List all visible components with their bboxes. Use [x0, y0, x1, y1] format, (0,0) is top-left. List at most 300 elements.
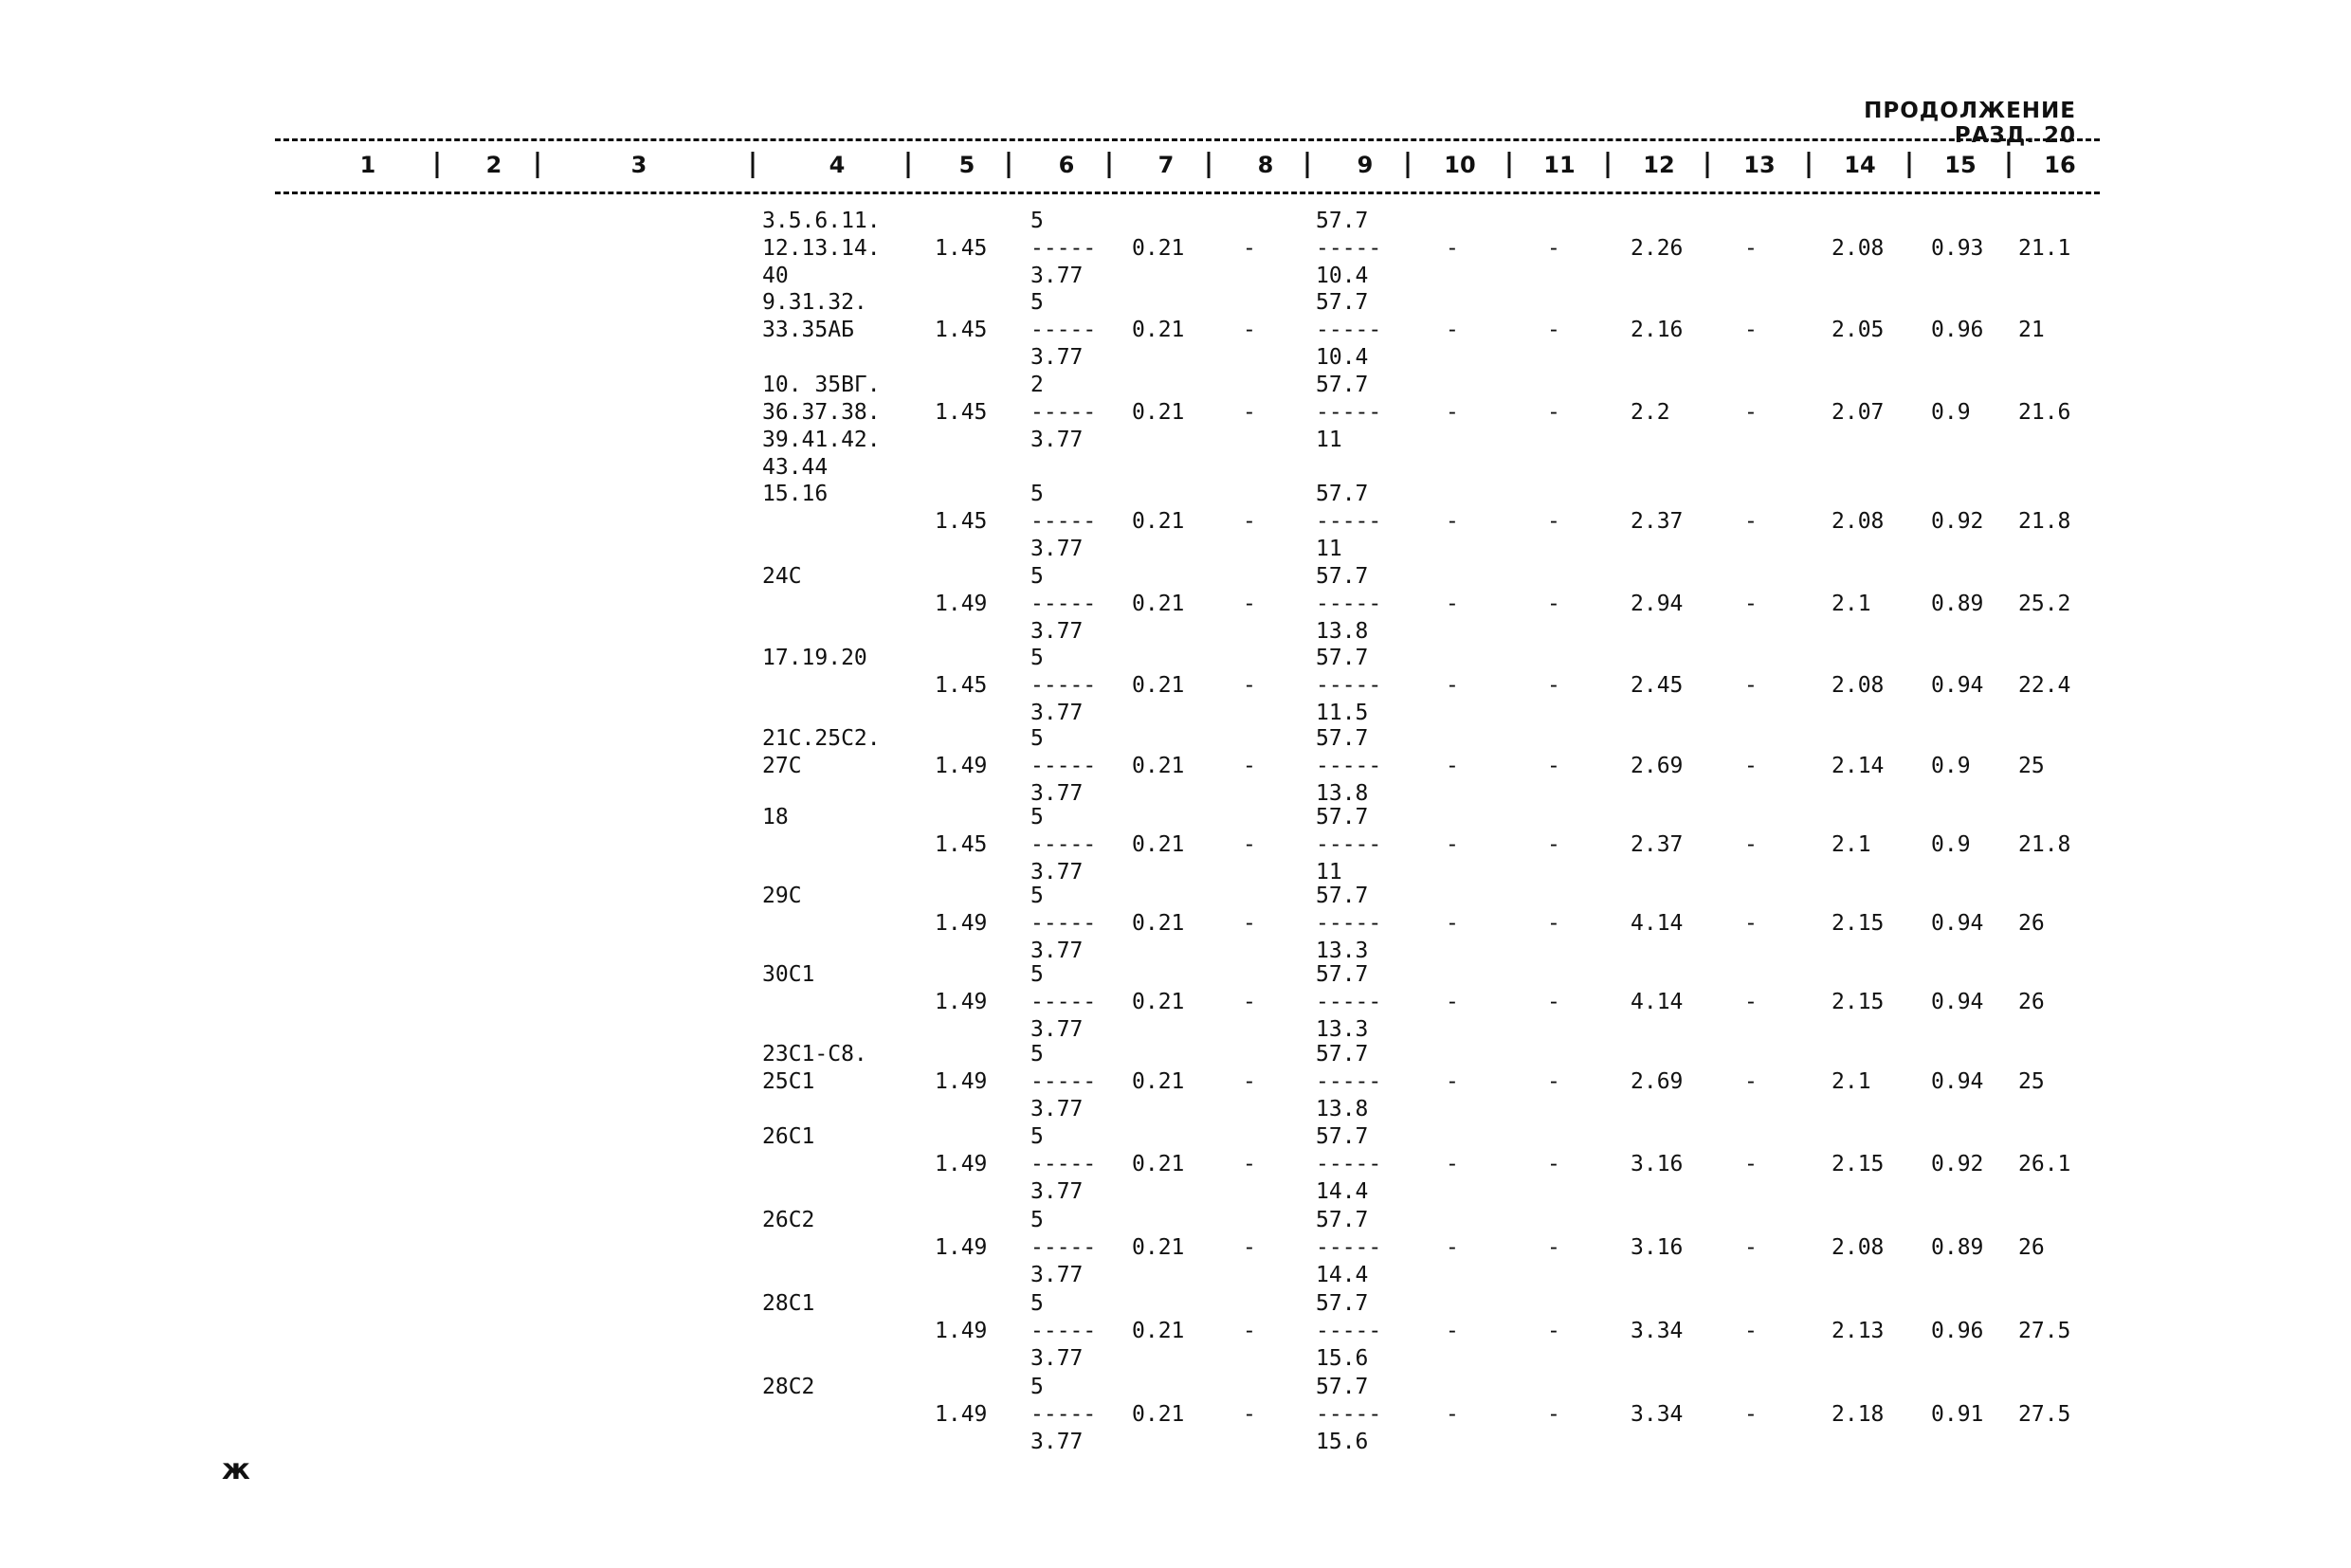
cell-col6-denominator: 3.77 — [1030, 781, 1084, 806]
cell-col11: - — [1547, 832, 1560, 857]
cell-col7: 0.21 — [1132, 509, 1185, 534]
cell-col15: 0.91 — [1931, 1402, 1984, 1427]
cell-col6-denominator: 3.77 — [1030, 1097, 1084, 1121]
cell-col10: - — [1446, 318, 1459, 342]
cell-col5: 1.49 — [935, 592, 988, 616]
cell-designation: 23С1-С8. — [762, 1042, 867, 1067]
cell-col16: 27.5 — [2018, 1319, 2071, 1343]
cell-col11: - — [1547, 1235, 1560, 1260]
column-header: 5 — [958, 152, 975, 178]
cell-col13: - — [1744, 911, 1758, 936]
cell-designation: 28С1 — [762, 1291, 815, 1316]
column-header: 6 — [1058, 152, 1075, 178]
fraction-bar: ----- — [1316, 1402, 1382, 1427]
cell-col9-numerator: 57.7 — [1316, 209, 1369, 233]
cell-designation: 24С — [762, 564, 802, 589]
fraction-bar: ----- — [1316, 911, 1382, 936]
fraction-bar: ----- — [1030, 1069, 1097, 1094]
fraction-bar: ----- — [1316, 236, 1382, 261]
cell-col8: - — [1243, 236, 1256, 261]
cell-designation: 36.37.38. — [762, 400, 881, 425]
table-line — [0, 1179, 2351, 1207]
cell-col6-denominator: 3.77 — [1030, 860, 1084, 884]
cell-col14: 2.08 — [1832, 509, 1885, 534]
cell-col16: 26 — [2018, 1235, 2045, 1260]
cell-col7: 0.21 — [1132, 1319, 1185, 1343]
table-line — [0, 1235, 2351, 1263]
cell-col7: 0.21 — [1132, 236, 1185, 261]
cell-col11: - — [1547, 1152, 1560, 1176]
cell-col7: 0.21 — [1132, 990, 1185, 1014]
cell-col7: 0.21 — [1132, 1069, 1185, 1094]
cell-col12: 3.16 — [1631, 1235, 1684, 1260]
table-line — [0, 564, 2351, 592]
cell-designation: 29С — [762, 884, 802, 908]
cell-col6-numerator: 5 — [1030, 209, 1044, 233]
cell-col14: 2.1 — [1832, 592, 1871, 616]
table-line — [0, 1017, 2351, 1045]
cell-col9-denominator: 15.6 — [1316, 1430, 1369, 1454]
cell-col5: 1.45 — [935, 673, 988, 698]
fraction-bar: ----- — [1316, 832, 1382, 857]
cell-col16: 21.6 — [2018, 400, 2071, 425]
fraction-bar: ----- — [1030, 832, 1097, 857]
cell-col7: 0.21 — [1132, 832, 1185, 857]
cell-col10: - — [1446, 400, 1459, 425]
table-line — [0, 646, 2351, 673]
cell-col12: 3.34 — [1631, 1319, 1684, 1343]
cell-col10: - — [1446, 1319, 1459, 1343]
table-line — [0, 1152, 2351, 1179]
cell-col5: 1.49 — [935, 1402, 988, 1427]
cell-designation: 12.13.14. — [762, 236, 881, 261]
table-line — [0, 318, 2351, 345]
cell-col9-numerator: 57.7 — [1316, 1375, 1369, 1399]
cell-col11: - — [1547, 990, 1560, 1014]
cell-col9-numerator: 57.7 — [1316, 884, 1369, 908]
cell-col9-numerator: 57.7 — [1316, 646, 1369, 670]
cell-col12: 2.2 — [1631, 400, 1670, 425]
cell-col9-numerator: 57.7 — [1316, 1208, 1369, 1232]
cell-col8: - — [1243, 592, 1256, 616]
cell-col13: - — [1744, 592, 1758, 616]
cell-designation: 25С1 — [762, 1069, 815, 1094]
fraction-bar: ----- — [1030, 1235, 1097, 1260]
table-line — [0, 805, 2351, 832]
cell-col15: 0.9 — [1931, 832, 1971, 857]
fraction-bar: ----- — [1316, 1152, 1382, 1176]
cell-col11: - — [1547, 1319, 1560, 1343]
cell-col7: 0.21 — [1132, 1152, 1185, 1176]
table-line — [0, 400, 2351, 428]
cell-col9-numerator: 57.7 — [1316, 373, 1369, 397]
column-header: 4 — [829, 152, 846, 178]
cell-col8: - — [1243, 318, 1256, 342]
cell-col13: - — [1744, 1319, 1758, 1343]
cell-col9-denominator: 11 — [1316, 860, 1342, 884]
cell-col9-denominator: 13.3 — [1316, 939, 1369, 963]
cell-col9-numerator: 57.7 — [1316, 805, 1369, 830]
table-line — [0, 726, 2351, 754]
cell-col9-numerator: 57.7 — [1316, 482, 1369, 506]
cell-col12: 2.16 — [1631, 318, 1684, 342]
cell-col10: - — [1446, 1235, 1459, 1260]
cell-col15: 0.94 — [1931, 911, 1984, 936]
cell-col14: 2.15 — [1832, 1152, 1885, 1176]
cell-col16: 22.4 — [2018, 673, 2071, 698]
column-header: 12 — [1643, 152, 1675, 178]
cell-col14: 2.08 — [1832, 236, 1885, 261]
fraction-bar: ----- — [1030, 1319, 1097, 1343]
cell-designation: 43.44 — [762, 455, 829, 480]
cell-col7: 0.21 — [1132, 592, 1185, 616]
cell-col9-numerator: 57.7 — [1316, 1291, 1369, 1316]
cell-col8: - — [1243, 400, 1256, 425]
cell-col12: 2.69 — [1631, 1069, 1684, 1094]
cell-designation: 26С1 — [762, 1124, 815, 1149]
cell-col9-denominator: 11 — [1316, 537, 1342, 561]
cell-col14: 2.15 — [1832, 990, 1885, 1014]
fraction-bar: ----- — [1316, 1069, 1382, 1094]
column-header: 11 — [1543, 152, 1576, 178]
cell-col16: 25 — [2018, 754, 2045, 778]
cell-col15: 0.96 — [1931, 318, 1984, 342]
cell-col6-denominator: 3.77 — [1030, 345, 1084, 370]
cell-col5: 1.49 — [935, 911, 988, 936]
cell-col11: - — [1547, 754, 1560, 778]
cell-col10: - — [1446, 1152, 1459, 1176]
cell-col6-denominator: 3.77 — [1030, 264, 1084, 288]
fraction-bar: ----- — [1316, 318, 1382, 342]
cell-designation: 27С — [762, 754, 802, 778]
table-line — [0, 990, 2351, 1017]
cell-col6-numerator: 5 — [1030, 805, 1044, 830]
cell-col8: - — [1243, 1402, 1256, 1427]
column-header: 10 — [1444, 152, 1476, 178]
cell-col8: - — [1243, 832, 1256, 857]
cell-col14: 2.14 — [1832, 754, 1885, 778]
cell-col11: - — [1547, 400, 1560, 425]
cell-col6-numerator: 5 — [1030, 1375, 1044, 1399]
table-line — [0, 1402, 2351, 1430]
table-line — [0, 592, 2351, 619]
cell-col11: - — [1547, 236, 1560, 261]
cell-col15: 0.92 — [1931, 509, 1984, 534]
cell-col9-numerator: 57.7 — [1316, 962, 1369, 987]
cell-col10: - — [1446, 673, 1459, 698]
column-header: 13 — [1743, 152, 1776, 178]
table-line — [0, 962, 2351, 990]
cell-col9-numerator: 57.7 — [1316, 726, 1369, 751]
cell-col8: - — [1243, 1152, 1256, 1176]
cell-col12: 2.37 — [1631, 832, 1684, 857]
column-header: 1 — [359, 152, 376, 178]
cell-col12: 4.14 — [1631, 990, 1684, 1014]
cell-col6-denominator: 3.77 — [1030, 939, 1084, 963]
table-line — [0, 537, 2351, 564]
cell-designation: 21С.25С2. — [762, 726, 881, 751]
cell-col7: 0.21 — [1132, 911, 1185, 936]
cell-col5: 1.49 — [935, 1235, 988, 1260]
cell-col12: 2.37 — [1631, 509, 1684, 534]
cell-col6-denominator: 3.77 — [1030, 1346, 1084, 1371]
cell-col6-numerator: 5 — [1030, 290, 1044, 315]
cell-col12: 4.14 — [1631, 911, 1684, 936]
cell-col15: 0.9 — [1931, 754, 1971, 778]
cell-col13: - — [1744, 832, 1758, 857]
cell-col8: - — [1243, 1319, 1256, 1343]
cell-col9-denominator: 14.4 — [1316, 1179, 1369, 1204]
cell-col7: 0.21 — [1132, 754, 1185, 778]
fraction-bar: ----- — [1030, 754, 1097, 778]
cell-col11: - — [1547, 509, 1560, 534]
cell-col15: 0.89 — [1931, 1235, 1984, 1260]
cell-col13: - — [1744, 236, 1758, 261]
cell-col6-denominator: 3.77 — [1030, 1179, 1084, 1204]
cell-col11: - — [1547, 673, 1560, 698]
cell-designation: 10. 35ВГ. — [762, 373, 881, 397]
cell-col16: 21 — [2018, 318, 2045, 342]
cell-col14: 2.18 — [1832, 1402, 1885, 1427]
cell-col7: 0.21 — [1132, 400, 1185, 425]
table-line — [0, 911, 2351, 939]
table-line — [0, 1208, 2351, 1235]
cell-col6-numerator: 5 — [1030, 726, 1044, 751]
cell-col16: 26 — [2018, 911, 2045, 936]
cell-col6-numerator: 2 — [1030, 373, 1044, 397]
cell-col7: 0.21 — [1132, 1235, 1185, 1260]
cell-col5: 1.45 — [935, 400, 988, 425]
cell-col16: 26 — [2018, 990, 2045, 1014]
cell-col12: 2.26 — [1631, 236, 1684, 261]
cell-col6-numerator: 5 — [1030, 646, 1044, 670]
table-line — [0, 236, 2351, 264]
cell-col7: 0.21 — [1132, 1402, 1185, 1427]
table-line — [0, 1291, 2351, 1319]
cell-col15: 0.94 — [1931, 990, 1984, 1014]
table-line — [0, 832, 2351, 860]
cell-col6-denominator: 3.77 — [1030, 1430, 1084, 1454]
fraction-bar: ----- — [1030, 236, 1097, 261]
cell-col13: - — [1744, 1069, 1758, 1094]
table-line — [0, 373, 2351, 400]
cell-col10: - — [1446, 1069, 1459, 1094]
cell-col13: - — [1744, 400, 1758, 425]
cell-designation: 18 — [762, 805, 789, 830]
cell-col9-denominator: 13.8 — [1316, 619, 1369, 644]
cell-col5: 1.45 — [935, 509, 988, 534]
fraction-bar: ----- — [1030, 990, 1097, 1014]
cell-col6-denominator: 3.77 — [1030, 619, 1084, 644]
cell-col9-numerator: 57.7 — [1316, 1124, 1369, 1149]
cell-col14: 2.15 — [1832, 911, 1885, 936]
cell-col9-denominator: 10.4 — [1316, 345, 1369, 370]
cell-col9-denominator: 11.5 — [1316, 701, 1369, 725]
cell-col6-denominator: 3.77 — [1030, 428, 1084, 452]
cell-col6-numerator: 5 — [1030, 564, 1044, 589]
cell-col14: 2.1 — [1832, 832, 1871, 857]
cell-col14: 2.13 — [1832, 1319, 1885, 1343]
cell-col9-denominator: 11 — [1316, 428, 1342, 452]
column-header: 2 — [485, 152, 502, 178]
cell-col16: 26.1 — [2018, 1152, 2071, 1176]
cell-col6-numerator: 5 — [1030, 1208, 1044, 1232]
cell-col8: - — [1243, 1069, 1256, 1094]
table-line — [0, 884, 2351, 911]
cell-col8: - — [1243, 911, 1256, 936]
table-line — [0, 1263, 2351, 1290]
cell-col16: 21.8 — [2018, 509, 2071, 534]
cell-col10: - — [1446, 990, 1459, 1014]
cell-col10: - — [1446, 911, 1459, 936]
cell-col8: - — [1243, 673, 1256, 698]
cell-col15: 0.89 — [1931, 592, 1984, 616]
cell-col11: - — [1547, 1069, 1560, 1094]
cell-col12: 2.45 — [1631, 673, 1684, 698]
table-line — [0, 1069, 2351, 1097]
table-line — [0, 673, 2351, 701]
cell-col13: - — [1744, 318, 1758, 342]
cell-col5: 1.49 — [935, 1319, 988, 1343]
cell-col5: 1.45 — [935, 832, 988, 857]
table-line — [0, 482, 2351, 509]
cell-col15: 0.94 — [1931, 673, 1984, 698]
cell-col16: 21.1 — [2018, 236, 2071, 261]
cell-designation: 39.41.42. — [762, 428, 881, 452]
cell-col6-denominator: 3.77 — [1030, 1263, 1084, 1287]
cell-col8: - — [1243, 990, 1256, 1014]
cell-col7: 0.21 — [1132, 673, 1185, 698]
cell-col11: - — [1547, 318, 1560, 342]
fraction-bar: ----- — [1030, 592, 1097, 616]
cell-col15: 0.94 — [1931, 1069, 1984, 1094]
cell-col14: 2.1 — [1832, 1069, 1871, 1094]
cell-col6-numerator: 5 — [1030, 1042, 1044, 1067]
table-line — [0, 509, 2351, 537]
cell-col7: 0.21 — [1132, 318, 1185, 342]
cell-col13: - — [1744, 1152, 1758, 1176]
column-header: 7 — [1157, 152, 1175, 178]
table-line — [0, 1430, 2351, 1457]
fraction-bar: ----- — [1316, 673, 1382, 698]
cell-col5: 1.45 — [935, 318, 988, 342]
cell-col15: 0.9 — [1931, 400, 1971, 425]
cell-col10: - — [1446, 754, 1459, 778]
cell-col16: 25.2 — [2018, 592, 2071, 616]
column-header: 16 — [2044, 152, 2076, 178]
cell-col13: - — [1744, 673, 1758, 698]
cell-col9-denominator: 10.4 — [1316, 264, 1369, 288]
fraction-bar: ----- — [1030, 400, 1097, 425]
cell-col5: 1.49 — [935, 1152, 988, 1176]
fraction-bar: ----- — [1030, 673, 1097, 698]
table-line — [0, 209, 2351, 236]
table-line — [0, 455, 2351, 483]
fraction-bar: ----- — [1316, 990, 1382, 1014]
cell-col6-denominator: 3.77 — [1030, 1017, 1084, 1042]
table-line — [0, 428, 2351, 455]
page-heading: ПРОДОЛЖЕНИЕ РАЗД. 20 — [1864, 99, 2076, 148]
cell-col13: - — [1744, 990, 1758, 1014]
cell-col13: - — [1744, 1402, 1758, 1427]
column-header: 8 — [1257, 152, 1274, 178]
fraction-bar: ----- — [1316, 592, 1382, 616]
cell-col13: - — [1744, 1235, 1758, 1260]
cell-designation: 33.35АБ — [762, 318, 854, 342]
cell-col11: - — [1547, 1402, 1560, 1427]
cell-col14: 2.08 — [1832, 1235, 1885, 1260]
cell-designation: 28С2 — [762, 1375, 815, 1399]
cell-designation: 9.31.32. — [762, 290, 867, 315]
cell-col8: - — [1243, 754, 1256, 778]
cell-col9-numerator: 57.7 — [1316, 290, 1369, 315]
fraction-bar: ----- — [1030, 318, 1097, 342]
cell-col6-denominator: 3.77 — [1030, 537, 1084, 561]
cell-designation: 26С2 — [762, 1208, 815, 1232]
column-header: 14 — [1844, 152, 1876, 178]
cell-col15: 0.92 — [1931, 1152, 1984, 1176]
cell-col11: - — [1547, 592, 1560, 616]
table-line — [0, 1319, 2351, 1346]
cell-col10: - — [1446, 509, 1459, 534]
table-line — [0, 1042, 2351, 1069]
cell-col9-denominator: 15.6 — [1316, 1346, 1369, 1371]
cell-col9-denominator: 13.3 — [1316, 1017, 1369, 1042]
table-line — [0, 754, 2351, 781]
cell-designation: 15.16 — [762, 482, 829, 506]
fraction-bar: ----- — [1316, 400, 1382, 425]
cell-col13: - — [1744, 509, 1758, 534]
cell-col10: - — [1446, 236, 1459, 261]
cell-col10: - — [1446, 592, 1459, 616]
cell-col6-numerator: 5 — [1030, 1124, 1044, 1149]
cell-col6-numerator: 5 — [1030, 482, 1044, 506]
cell-col9-denominator: 14.4 — [1316, 1263, 1369, 1287]
fraction-bar: ----- — [1316, 754, 1382, 778]
cell-col10: - — [1446, 832, 1459, 857]
cell-col6-denominator: 3.77 — [1030, 701, 1084, 725]
cell-col8: - — [1243, 1235, 1256, 1260]
cell-col11: - — [1547, 911, 1560, 936]
cell-col9-denominator: 13.8 — [1316, 781, 1369, 806]
cell-col14: 2.08 — [1832, 673, 1885, 698]
cell-col14: 2.05 — [1832, 318, 1885, 342]
cell-col5: 1.49 — [935, 1069, 988, 1094]
cell-col12: 3.34 — [1631, 1402, 1684, 1427]
cell-col9-numerator: 57.7 — [1316, 564, 1369, 589]
fraction-bar: ----- — [1030, 1402, 1097, 1427]
cell-col12: 2.69 — [1631, 754, 1684, 778]
table-line — [0, 264, 2351, 291]
cell-col8: - — [1243, 509, 1256, 534]
cell-designation: 3.5.6.11. — [762, 209, 881, 233]
cell-col15: 0.96 — [1931, 1319, 1984, 1343]
cell-col14: 2.07 — [1832, 400, 1885, 425]
fraction-bar: ----- — [1316, 1235, 1382, 1260]
table-line — [0, 619, 2351, 647]
table-line — [0, 1375, 2351, 1402]
table-line — [0, 290, 2351, 318]
cell-col6-numerator: 5 — [1030, 1291, 1044, 1316]
cell-col6-numerator: 5 — [1030, 962, 1044, 987]
table-line — [0, 1097, 2351, 1124]
fraction-bar: ----- — [1316, 1319, 1382, 1343]
fraction-bar: ----- — [1030, 1152, 1097, 1176]
cell-col12: 2.94 — [1631, 592, 1684, 616]
cell-col6-numerator: 5 — [1030, 884, 1044, 908]
cell-col15: 0.93 — [1931, 236, 1984, 261]
table-line — [0, 1346, 2351, 1374]
